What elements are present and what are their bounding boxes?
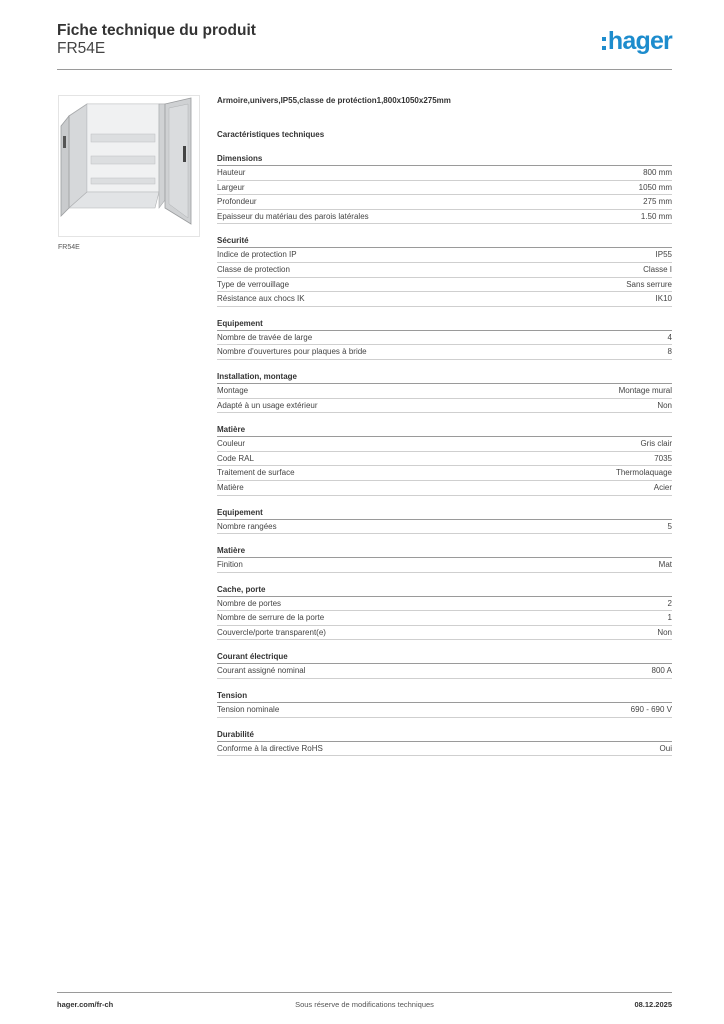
section-title: Installation, montage — [217, 372, 672, 384]
image-caption: FR54E — [58, 244, 80, 251]
spec-label: Tension nominale — [217, 705, 280, 715]
product-description: Armoire,univers,IP55,classe de protéction1,800x1050x275mm — [217, 96, 451, 105]
spec-value: Thermolaquage — [615, 468, 672, 478]
spec-row — [217, 292, 672, 307]
spec-label: Nombre de portes — [217, 598, 282, 608]
spec-label: Matière — [217, 482, 244, 492]
footer-date: 08.12.2025 — [634, 1000, 672, 1009]
spec-label: Montage — [217, 385, 249, 395]
page-header — [57, 22, 672, 70]
spec-row — [217, 278, 672, 293]
spec-section — [217, 425, 672, 495]
spec-value: Non — [657, 400, 672, 410]
spec-section — [217, 508, 672, 535]
section-title: Matière — [217, 425, 672, 437]
spec-section — [217, 691, 672, 718]
spec-row — [217, 626, 672, 641]
spec-value: 2 — [667, 598, 672, 608]
spec-section — [217, 319, 672, 360]
spec-value: 800 A — [651, 666, 672, 676]
spec-value: Classe I — [643, 264, 672, 274]
footer-website: hager.com/fr-ch — [57, 1000, 114, 1009]
spec-label: Couleur — [217, 439, 246, 449]
spec-value: 690 - 690 V — [630, 705, 672, 715]
spec-row — [217, 452, 672, 467]
spec-value: Oui — [659, 743, 672, 753]
spec-value: Acier — [653, 482, 672, 492]
spec-value: 1 — [667, 613, 672, 623]
spec-row — [217, 466, 672, 481]
spec-row — [217, 481, 672, 496]
spec-label: Conforme à la directive RoHS — [217, 743, 323, 753]
spec-label: Nombre d'ouvertures pour plaques à bride — [217, 347, 367, 357]
section-title: Sécurité — [217, 236, 672, 248]
hager-logo — [602, 28, 672, 54]
spec-section — [217, 154, 672, 224]
spec-label: Nombre rangées — [217, 521, 277, 531]
spec-label: Nombre de serrure de la porte — [217, 613, 325, 623]
spec-row — [217, 195, 672, 210]
section-title: Cache, porte — [217, 585, 672, 597]
spec-section — [217, 372, 672, 413]
section-title: Tension — [217, 691, 672, 703]
spec-label: Largeur — [217, 182, 245, 192]
spec-row — [217, 181, 672, 196]
spec-label: Profondeur — [217, 197, 257, 207]
spec-row — [217, 210, 672, 225]
spec-value: Gris clair — [640, 439, 672, 449]
logo-colon-icon — [602, 37, 606, 50]
spec-row — [217, 263, 672, 278]
spec-section — [217, 730, 672, 757]
section-title: Courant électrique — [217, 652, 672, 664]
spec-label: Epaisseur du matériau des parois latérales — [217, 211, 369, 221]
spec-section — [217, 546, 672, 573]
spec-label: Finition — [217, 560, 243, 570]
document-title: Fiche technique du produit — [57, 22, 256, 39]
spec-row — [217, 742, 672, 757]
spec-label: Adapté à un usage extérieur — [217, 400, 318, 410]
section-title: Durabilité — [217, 730, 672, 742]
spec-content — [217, 96, 672, 756]
spec-row — [217, 520, 672, 535]
spec-label: Indice de protection IP — [217, 250, 297, 260]
spec-label: Couvercle/porte transparent(e) — [217, 627, 326, 637]
cabinet-illustration-icon — [59, 96, 199, 236]
spec-value: 800 mm — [643, 168, 672, 177]
spec-value: Non — [657, 627, 672, 637]
spec-row — [217, 345, 672, 360]
spec-row — [217, 384, 672, 399]
section-title: Matière — [217, 546, 672, 558]
section-title: Equipement — [217, 319, 672, 331]
spec-row — [217, 558, 672, 573]
spec-label: Nombre de travée de large — [217, 332, 313, 342]
logo-text: hager — [607, 27, 672, 55]
footer-disclaimer: Sous réserve de modifications techniques — [295, 1000, 434, 1009]
spec-value: 275 mm — [643, 197, 672, 207]
spec-label: Classe de protection — [217, 264, 290, 274]
spec-row — [217, 166, 672, 181]
page-footer — [57, 992, 672, 1016]
section-title: Equipement — [217, 508, 672, 520]
spec-sections — [217, 154, 672, 756]
spec-section — [217, 652, 672, 679]
spec-label: Hauteur — [217, 168, 246, 177]
spec-value: 7035 — [654, 453, 672, 463]
spec-row — [217, 597, 672, 612]
spec-row — [217, 399, 672, 414]
spec-label: Résistance aux chocs IK — [217, 294, 305, 304]
section-title: Dimensions — [217, 154, 672, 166]
spec-value: 4 — [667, 332, 672, 342]
spec-label: Traitement de surface — [217, 468, 295, 478]
technical-specs-heading: Caractéristiques techniques — [217, 130, 325, 139]
spec-value: Mat — [658, 560, 672, 570]
spec-row — [217, 611, 672, 626]
spec-value: 1.50 mm — [640, 211, 672, 221]
spec-section — [217, 585, 672, 641]
spec-row — [217, 437, 672, 452]
spec-label: Type de verrouillage — [217, 279, 290, 289]
spec-value: Montage mural — [618, 385, 672, 395]
spec-row — [217, 703, 672, 718]
spec-section — [217, 236, 672, 306]
spec-value: IP55 — [655, 250, 672, 260]
spec-value: 5 — [667, 521, 672, 531]
product-reference: FR54E — [57, 40, 106, 57]
spec-row — [217, 331, 672, 346]
spec-label: Code RAL — [217, 453, 254, 463]
cabinet-open-door-image — [58, 95, 200, 237]
spec-value: IK10 — [655, 294, 672, 304]
spec-row — [217, 248, 672, 263]
spec-value: 8 — [667, 347, 672, 357]
spec-row — [217, 664, 672, 679]
spec-value: Sans serrure — [626, 279, 672, 289]
spec-label: Courant assigné nominal — [217, 666, 306, 676]
spec-value: 1050 mm — [638, 182, 672, 192]
